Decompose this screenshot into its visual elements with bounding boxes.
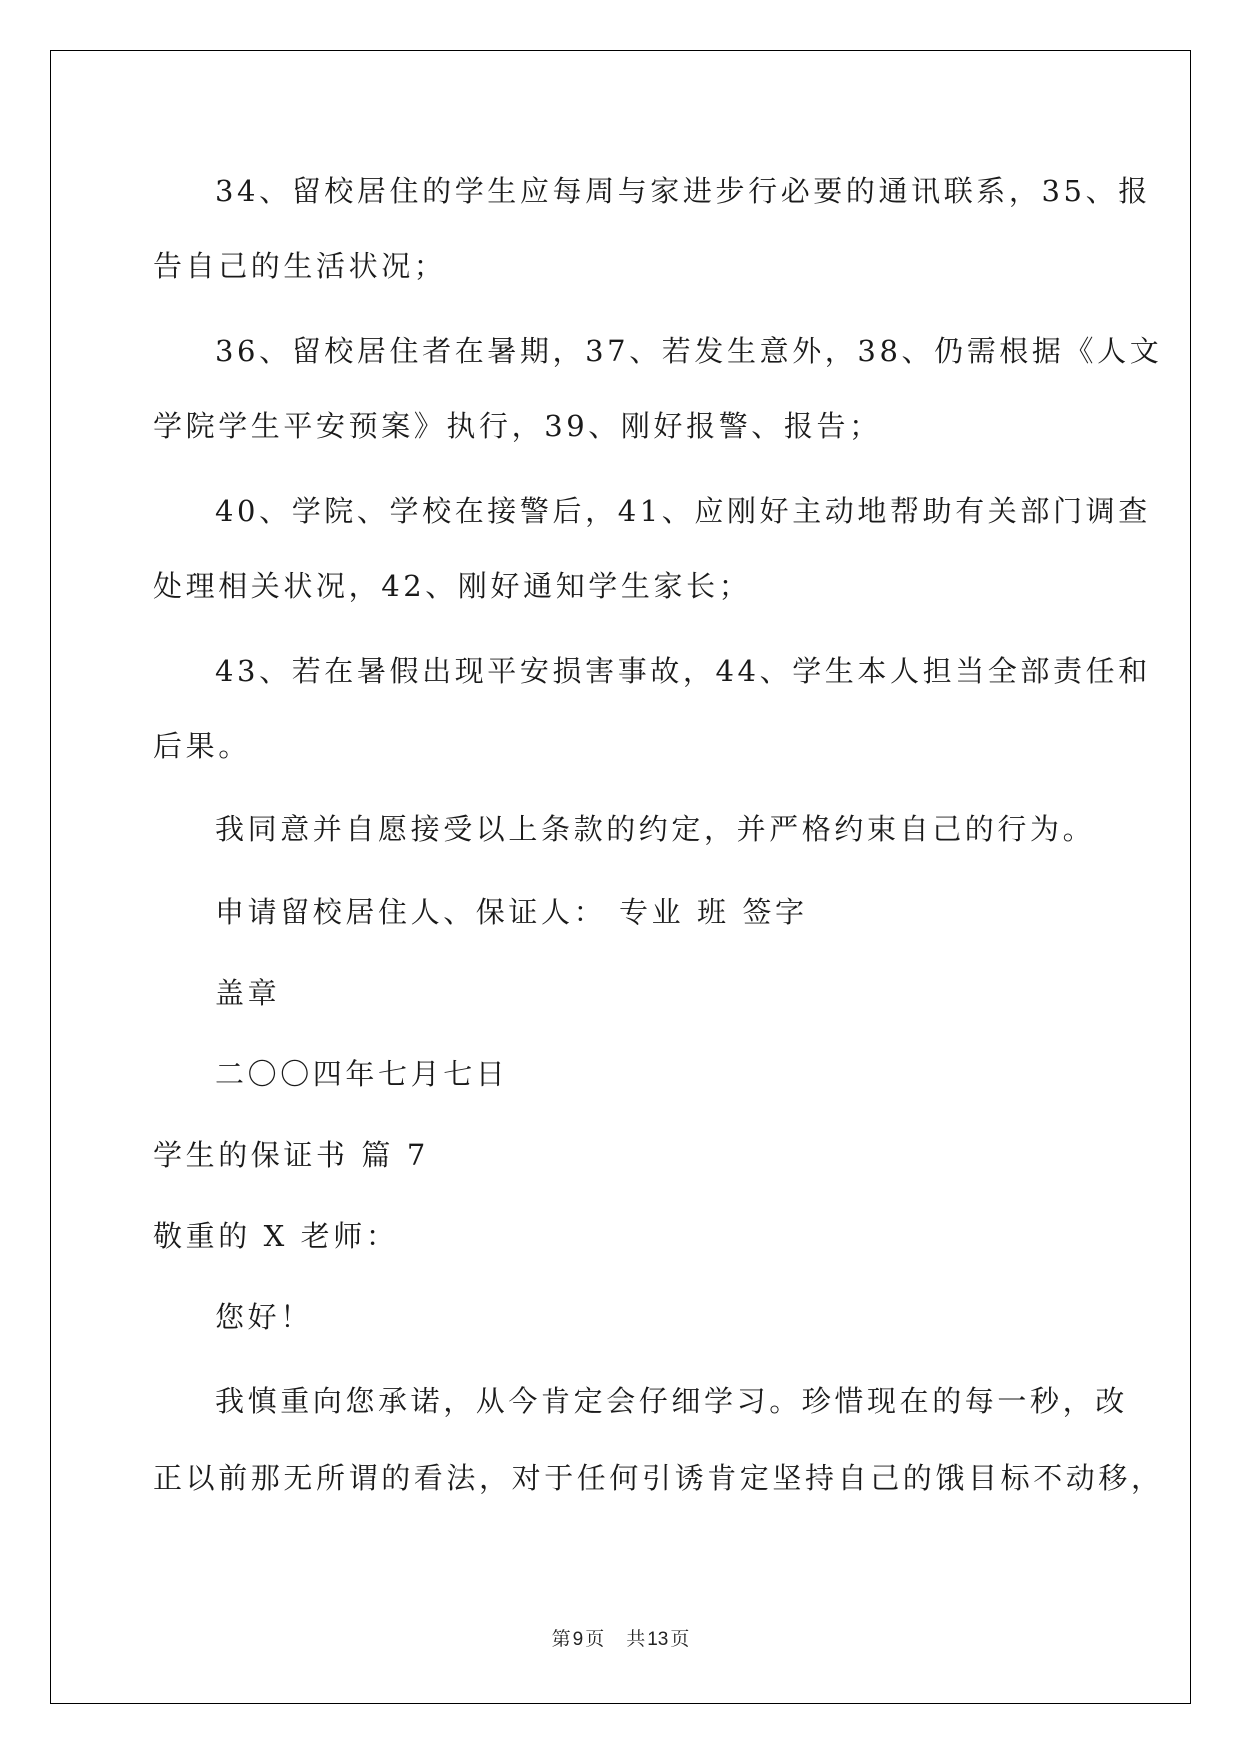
text-line: 处理相关状况，42、刚好通知学生家长； xyxy=(153,569,752,603)
text-line: 我同意并自愿接受以上条款的约定，并严格约束自己的行为。 xyxy=(215,812,1096,846)
section-heading: 学生的保证书 篇 7 xyxy=(153,1138,429,1172)
footer-prefix: 第 xyxy=(551,1628,571,1650)
text-line: 正以前那无所谓的看法，对于任何引诱肯定坚持自己的饿目标不动移， xyxy=(153,1461,1164,1495)
text-line: 申请留校居住人、保证人： 专业 班 签字 xyxy=(215,895,808,929)
text-line: 二〇〇四年七月七日 xyxy=(215,1057,509,1091)
text-line: 40、学院、学校在接警后，41、应刚好主动地帮助有关部门调查 xyxy=(215,494,1151,528)
footer-total-prefix: 共 xyxy=(626,1628,646,1650)
footer-total-suffix: 页 xyxy=(670,1628,690,1650)
footer-page-number: 9 xyxy=(572,1629,584,1650)
text-line: 后果。 xyxy=(153,729,251,763)
greeting: 您好！ xyxy=(215,1300,313,1334)
text-line: 36、留校居住者在暑期，37、若发生意外，38、仍需根据《人文 xyxy=(215,334,1163,368)
text-line: 我慎重向您承诺，从今肯定会仔细学习。珍惜现在的每一秒，改 xyxy=(215,1384,1128,1418)
page-footer xyxy=(0,1628,1241,1651)
text-line: 学院学生平安预案》执行，39、刚好报警、报告； xyxy=(153,409,882,443)
text-line: 盖章 xyxy=(215,976,281,1010)
salutation: 敬重的 X 老师： xyxy=(153,1219,399,1253)
footer-page-suffix: 页 xyxy=(585,1628,605,1650)
text-line: 43、若在暑假出现平安损害事故，44、学生本人担当全部责任和 xyxy=(215,654,1151,688)
text-line: 34、留校居住的学生应每周与家进步行必要的通讯联系，35、报 xyxy=(215,174,1151,208)
footer-total-pages: 13 xyxy=(647,1629,669,1650)
page-border xyxy=(50,50,1191,1704)
text-line: 告自己的生活状况； xyxy=(153,249,447,283)
